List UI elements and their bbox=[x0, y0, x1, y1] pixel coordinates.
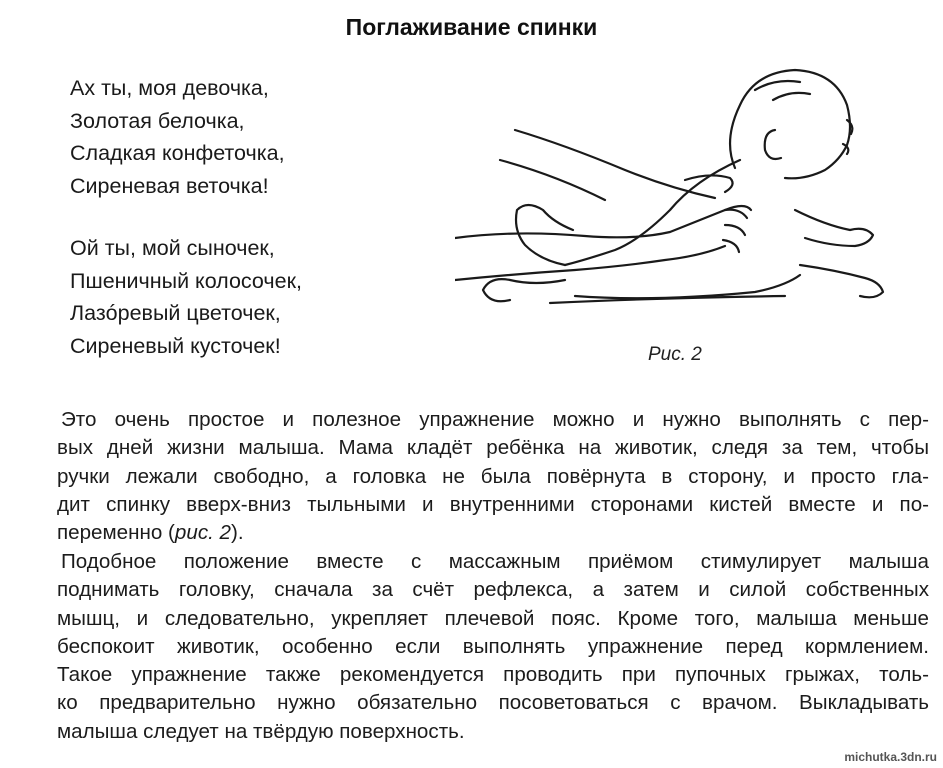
figure-reference: рис. 2 bbox=[174, 521, 232, 545]
paragraph-1 bbox=[57, 406, 929, 547]
poem-stanza-2 bbox=[70, 232, 302, 362]
poem-line: Сладкая конфеточка, bbox=[70, 141, 285, 165]
figure-caption: Рис. 2 bbox=[648, 344, 702, 365]
poem-line: Лазóревый цветочек, bbox=[70, 301, 281, 325]
text-line: ко предварительно нужно обязательно посоветоваться с врачом. Выкладывать bbox=[57, 691, 929, 715]
text-line: дит спинку вверх-вниз тыльными и внутренними сторонами кистей вместе и по- bbox=[57, 492, 929, 516]
paragraph-2 bbox=[57, 548, 929, 746]
poem-stanza-1 bbox=[70, 72, 285, 202]
baby-leg-lower bbox=[483, 279, 565, 301]
watermark: michutka.3dn.ru bbox=[844, 750, 937, 764]
text-line: поднимать головку, сначала за счёт рефлекса, а затем и силой собственных bbox=[57, 578, 929, 602]
poem-line: Ой ты, мой сыночек, bbox=[70, 236, 275, 260]
baby-arm bbox=[795, 210, 873, 246]
poem-line: Ах ты, моя девочка, bbox=[70, 76, 269, 100]
mother-arm-back-2 bbox=[500, 160, 605, 200]
text-line: мышц, и следовательно, укрепляет плечевой пояс. Кроме того, малыша меньше bbox=[57, 606, 929, 630]
mother-fingers bbox=[723, 210, 747, 252]
mother-arm-bottom bbox=[455, 246, 725, 280]
text-line bbox=[57, 519, 929, 547]
baby-ear bbox=[765, 130, 781, 159]
baby-belly bbox=[575, 275, 800, 298]
text-line: беспокоит животик, особенно если выполнять упражнение перед кормлением. bbox=[57, 634, 929, 658]
mother-arm-top bbox=[455, 206, 751, 238]
mother-arm-back bbox=[515, 130, 715, 198]
poem-line: Сиреневый кусточек! bbox=[70, 333, 281, 358]
baby-arm-lower bbox=[800, 265, 883, 297]
text-fragment: переменно ( bbox=[57, 521, 175, 545]
poem-line: Золотая белочка, bbox=[70, 108, 245, 133]
baby-hair bbox=[755, 81, 810, 100]
text-fragment: ). bbox=[231, 521, 244, 545]
baby-massage-illustration bbox=[455, 60, 900, 320]
text-line: Подобное положение вместе с массажным приёмом стимулирует малыша bbox=[61, 550, 929, 573]
text-line: Это очень простое и полезное упражнение можно и нужно выполнять с пер- bbox=[61, 408, 929, 431]
page-title: Поглаживание спинки bbox=[345, 14, 598, 40]
poem-line: Пшеничный колосочек, bbox=[70, 268, 302, 293]
text-line: Такое упражнение также рекомендуется проводить при пупочных грыжах, толь- bbox=[57, 663, 929, 687]
text-line: вых дней жизни малыша. Мама кладёт ребёнка на животик, следя за тем, чтобы bbox=[57, 436, 929, 460]
baby-head bbox=[730, 70, 850, 178]
text-line: малыша следует на твёрдую поверхность. bbox=[57, 719, 465, 743]
poem-line: Сиреневая веточка! bbox=[70, 173, 269, 198]
text-line: ручки лежали свободно, а головка не была повёрнута в сторону, и просто гла- bbox=[57, 464, 929, 488]
